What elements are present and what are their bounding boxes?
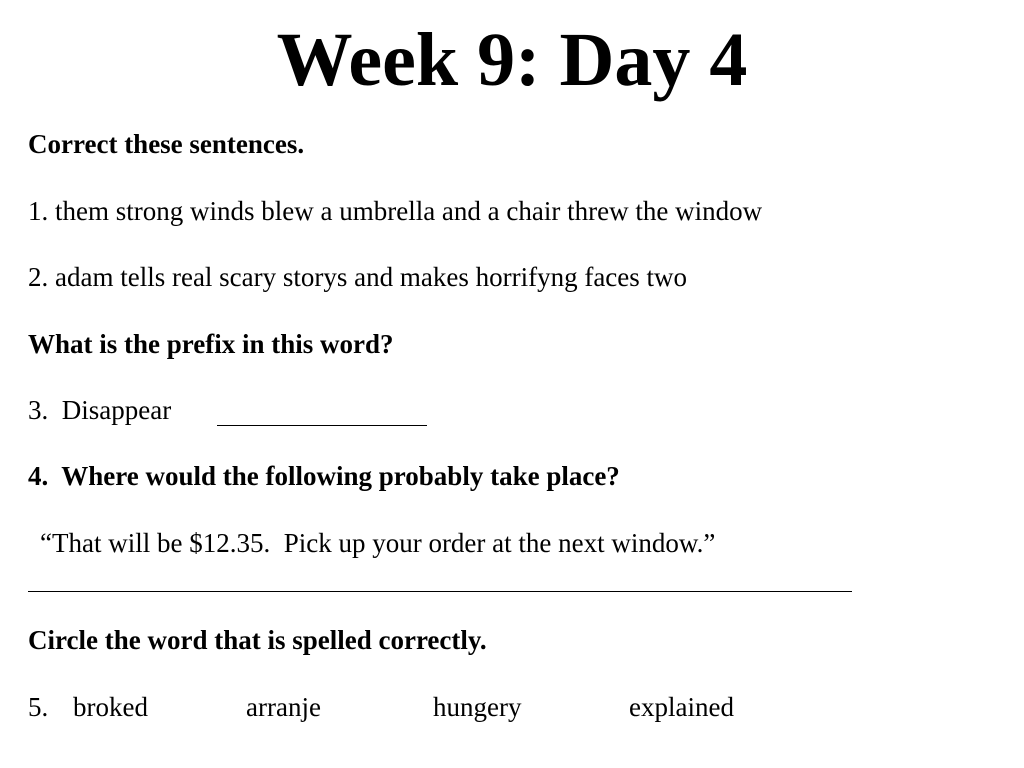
page-title: Week 9: Day 4 xyxy=(276,18,748,102)
choice-word[interactable]: hungery xyxy=(433,692,522,722)
question-1: 1. them strong winds blew a umbrella and a chair threw the window xyxy=(28,196,763,226)
section-heading-circle: Circle the word that is spelled correctly. xyxy=(28,625,487,655)
answer-blank-3[interactable] xyxy=(217,425,427,426)
choice-word[interactable]: explained xyxy=(629,692,734,722)
question-3: 3. Disappear xyxy=(28,395,172,425)
choice-word[interactable]: broked xyxy=(73,692,148,722)
question-2: 2. adam tells real scary storys and makes horrifyng faces two xyxy=(28,262,688,292)
answer-blank-4[interactable] xyxy=(28,591,852,592)
section-heading-correct: Correct these sentences. xyxy=(28,129,305,159)
choice-word[interactable]: arranje xyxy=(246,692,321,722)
question-4: 4. Where would the following probably take place? xyxy=(28,461,620,491)
section-heading-prefix: What is the prefix in this word? xyxy=(28,329,394,359)
quote-text: “That will be $12.35. Pick up your order at the next window.” xyxy=(40,528,716,558)
question-5-number: 5. xyxy=(28,692,49,722)
